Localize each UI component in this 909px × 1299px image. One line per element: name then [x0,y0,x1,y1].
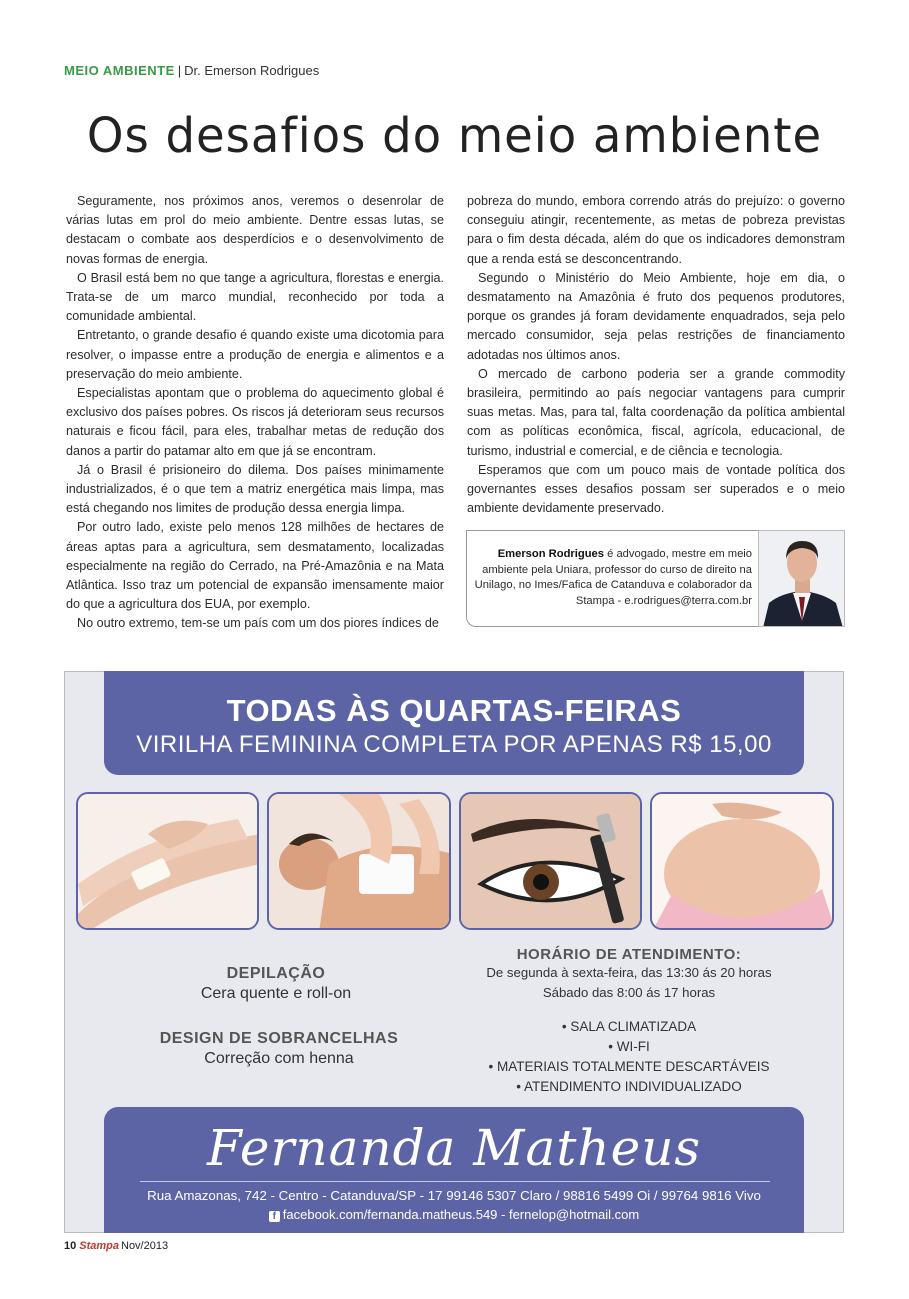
ad-subheadline: VIRILHA FEMININA COMPLETA POR APENAS R$ 15,00 [136,731,772,758]
author-photo [758,530,845,627]
article-column-left [66,192,444,634]
section-header [64,63,319,78]
page-footer [64,1240,168,1252]
paragraph: Especialistas apontam que o problema do aquecimento global é exclusivo dos países pobres. Os riscos já deterioram seus recursos naturais e ficou fácil, para eles, trabalhar metas de redução dos danos a partir do patamar alto em que já se encontram. [66,386,444,458]
brand-divider [140,1181,770,1182]
author-bio [474,547,752,609]
hours-saturday: Sábado das 8:00 ás 17 horas [542,985,716,1000]
photo-massage [267,792,451,930]
paragraph: Segundo o Ministério do Meio Ambiente, hoje em dia, o desmatamento na Amazônia é fruto dos pequenos produtores, porque os grandes já foram devidamente enquadrados, seja pelo mercado consumidor, seja pelas restrições de financiamento adotadas nos últimos anos. [467,270,845,362]
paragraph: Por outro lado, existe pelo menos 128 milhões de hectares de áreas aptas para a agricultura, sem desmatamento, localizadas especialmente na região do Cerrado, na Pré-Amazônia e na Mata Atlântica. Isso traz um potencial de expansão imensamente maior do que a agricultura dos EUA, por exemplo. [66,520,444,612]
bio-description: é advogado, mestre em meio ambiente pela Uniara, professor do curso de direito na Unilago, no Imes/Fafica de Catanduva e colaborador da Stampa - e.rodrigues@terra.com.br [474,548,752,607]
feature-item: • WI-FI [608,1039,650,1054]
feature-item: • SALA CLIMATIZADA [561,1019,697,1034]
photo-pregnant-belly [650,792,834,930]
issue-date: Nov/2013 [121,1240,169,1252]
article-column-right [467,192,845,518]
paragraph: O mercado de carbono poderia ser a grande commodity brasileira, permitindo ao país negociar vantagens para cumprir suas metas. Mas, para tal, falta coordenação da política ambiental com as políticas econômica, fiscal, agrícola, educacional, de turismo, industrial e comercial, e de ciência e tecnologia. [467,366,845,458]
feature-item: • MATERIAIS TOTALMENTE DESCARTÁVEIS [488,1059,770,1074]
page-number: 10 [64,1240,77,1252]
paragraph: Entretanto, o grande desafio é quando existe uma dicotomia para resolver, o impasse entre a produção de energia e alimentos e a preservação do meio ambiente. [66,328,444,381]
features-list [470,1017,788,1097]
paragraph: No outro extremo, tem-se um país com um dos piores índices de [77,616,439,631]
brand-name: Fernanda Matheus [206,1119,702,1177]
paragraph: Seguramente, nos próximos anos, veremos o desenrolar de várias lutas em prol do meio ambiente. Dentre essas lutas, se destacam o combate aos desperdícios e o desenvolvimento de novas formas de energia. [66,194,444,266]
ad-address: Rua Amazonas, 742 - Centro - Catanduva/SP - 17 99146 5307 Claro / 98816 5499 Oi / 99764 9816 Vivo [147,1188,761,1203]
hours-title: HORÁRIO DE ATENDIMENTO: [516,946,742,963]
ad-social [104,1207,804,1222]
section-label: MEIO AMBIENTE [64,63,175,78]
bio-name: Emerson Rodrigues [497,548,604,560]
magazine-name: Stampa [79,1240,119,1252]
paragraph: Já o Brasil é prisioneiro do dilema. Dos países minimamente industrializados, é o que tem a matriz energética mais limpa, mas está chegando nos limites de produção dessa energia limpa. [66,462,444,516]
paragraph: Esperamos que com um pouco mais de vontade política dos governantes esses desafios possam ser superados e o meio ambiente devidamente preservado. [467,462,845,516]
paragraph-continuation: pobreza do mundo, embora correndo atrás do prejuízo: o governo conseguiu atingir, recentemente, as metas de pobreza previstas para o fim desta década, além do que os indicadores demonstram que a renda está se desconcentrando. [467,194,845,266]
photo-eyebrow [459,792,642,930]
ad-headline: TODAS ÀS QUARTAS-FEIRAS [226,693,682,728]
service-subtitle: Correção com henna [204,1050,354,1067]
ad-banner [104,671,804,775]
social-text: facebook.com/fernanda.matheus.549 - fernelop@hotmail.com [282,1207,640,1222]
ad-footer [104,1107,804,1233]
facebook-icon: f [269,1211,280,1222]
feature-item: • ATENDIMENTO INDIVIDUALIZADO [516,1079,742,1094]
opening-hours [470,946,788,1003]
hours-weekdays: De segunda à sexta-feira, das 13:30 ás 20 horas [486,965,772,980]
page-title: Os desafios do meio ambiente [86,108,823,164]
service-subtitle: Cera quente e roll-on [200,985,352,1002]
service-title: DEPILAÇÃO [226,965,326,982]
author-name: Dr. Emerson Rodrigues [184,63,320,78]
section-separator: | [177,63,182,78]
paragraph: O Brasil está bem no que tange a agricultura, florestas e energia. Trata-se de um marco mundial, reconhecido por toda a comunidade ambiental. [66,270,444,324]
service-depilation [126,965,426,1003]
photo-waxing-legs [76,792,259,930]
service-eyebrow-design [129,1030,429,1068]
service-title: DESIGN DE SOBRANCELHAS [159,1030,399,1047]
